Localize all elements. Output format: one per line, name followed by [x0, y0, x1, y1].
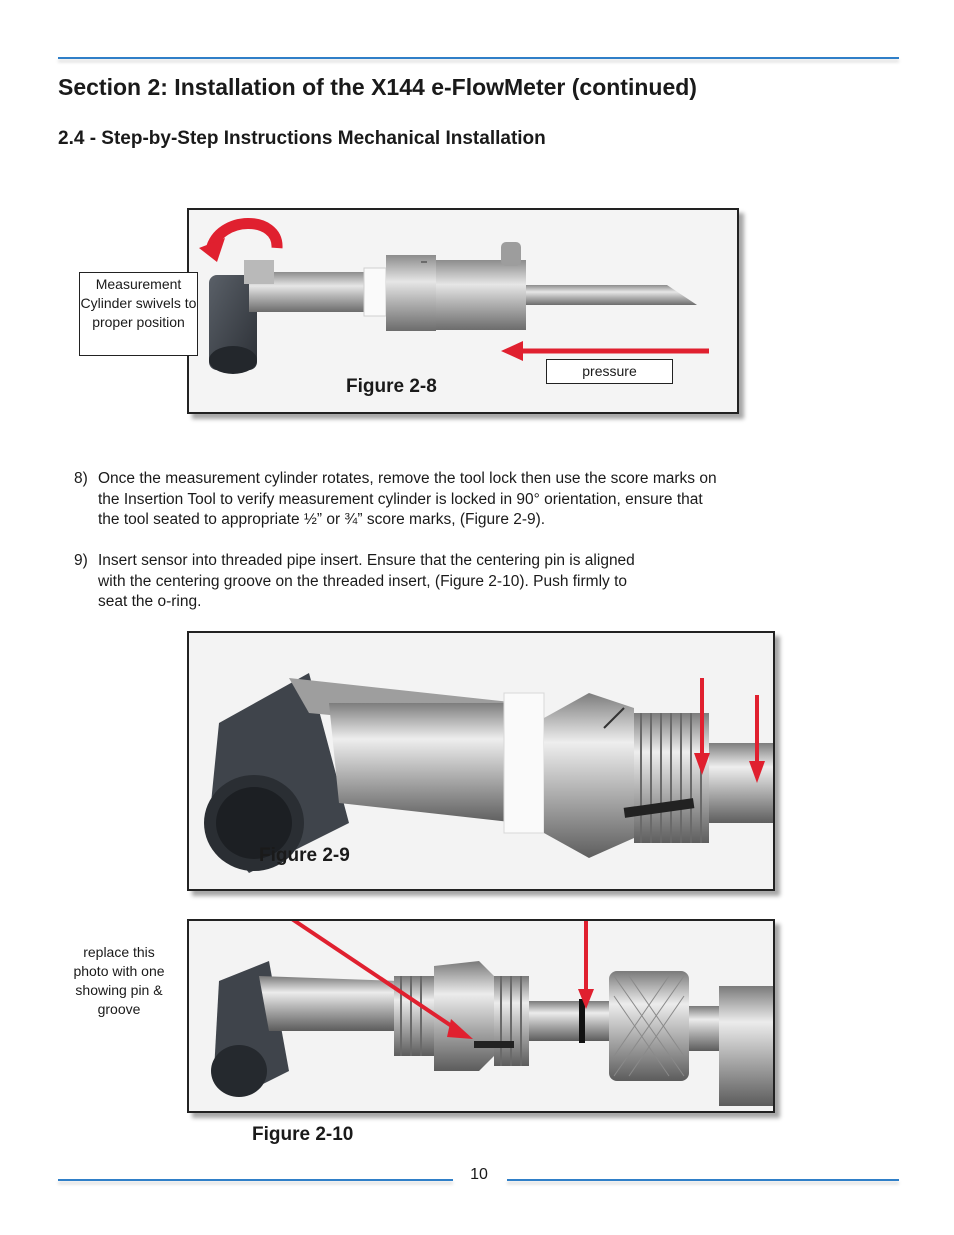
pressure-callout: pressure: [546, 359, 673, 384]
header-rule: [58, 57, 899, 59]
section-title: Section 2: Installation of the X144 e-FlowMeter (continued): [58, 74, 697, 100]
footer-rule-left: [58, 1179, 453, 1181]
step-9-line-3: seat the o-ring.: [98, 593, 202, 610]
footer-rule-right: [507, 1179, 899, 1181]
section-subtitle: 2.4 - Step-by-Step Instructions Mechanical Installation: [58, 128, 546, 149]
step-8-line-3: the tool seated to appropriate ½” or ¾” score marks, (Figure 2-9).: [98, 511, 546, 528]
figure-2-9-label: Figure 2-9: [259, 845, 350, 866]
step-8-number: 8): [74, 470, 88, 487]
step-9-number: 9): [74, 552, 88, 569]
step-9: [74, 551, 635, 613]
figure-2-8-label: Figure 2-8: [346, 376, 437, 397]
step-8-line-1: Once the measurement cylinder rotates, remove the tool lock then use the score marks on: [98, 470, 717, 487]
step-8-line-2: the Insertion Tool to verify measurement cylinder is locked in 90° orientation, ensure that: [98, 490, 703, 508]
replace-photo-note: replace this photo with one showing pin & groove: [73, 944, 165, 1017]
figure-2-10-photo: [187, 919, 775, 1113]
step-9-line-1: Insert sensor into threaded pipe insert. Ensure that the centering pin is aligned: [98, 552, 635, 569]
figure-2-9-photo: [187, 631, 775, 891]
step-9-line-2: with the centering groove on the threaded insert, (Figure 2-10). Push firmly to: [98, 572, 627, 590]
page-number: 10: [470, 1166, 488, 1183]
figure-2-10-label: Figure 2-10: [252, 1124, 354, 1145]
step-8: [74, 469, 717, 531]
pin-groove-illustration: [189, 921, 773, 1111]
cylinder-swivel-callout: Measurement Cylinder swivels to proper position: [79, 272, 198, 356]
